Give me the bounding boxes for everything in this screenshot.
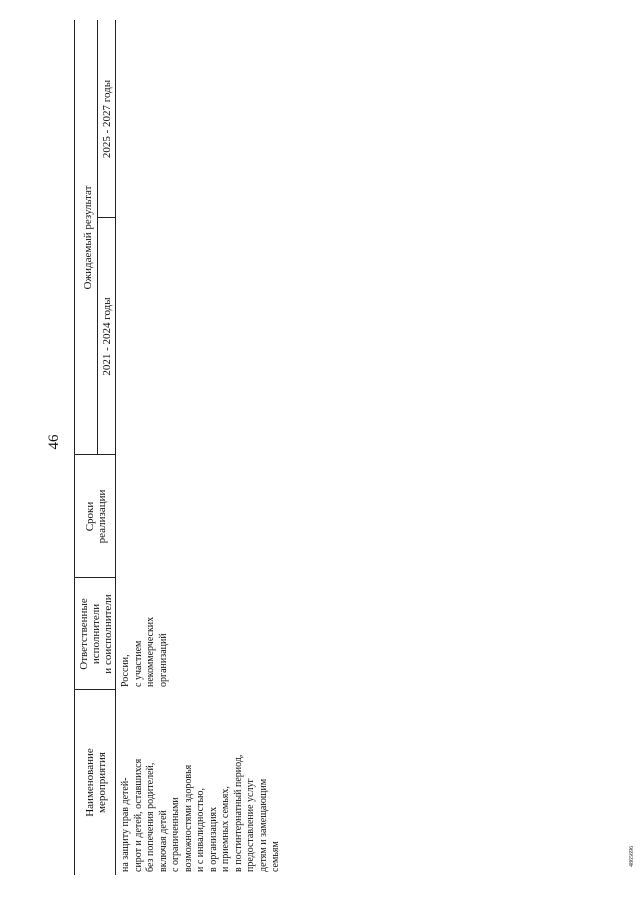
header-name: Наименование мероприятия <box>84 748 108 817</box>
table-top-rule <box>74 20 75 875</box>
plan-table <box>52 20 640 875</box>
expected-subheader-rule <box>97 20 98 455</box>
row-name-cell: на защиту прав детей- сирот и детей, оставшихся без попечения родителей, включая детей с ограниченными возможностями здоровья и с инвалидностью, в организациях и приемных семьях, в постинтернатный период, предоставление услуг детям и замещающим семьям <box>120 754 281 872</box>
header-period-2025-2027: 2025 - 2027 годы <box>101 79 113 159</box>
page-number: 46 <box>46 434 62 450</box>
rotated-page <box>46 20 640 875</box>
header-expected-result: Ожидаемый результат <box>82 185 94 290</box>
row-responsible-cell: России, с участием некоммерческих организаций <box>120 616 169 687</box>
header-bottom-rule <box>115 20 116 875</box>
header-responsible: Ответственные исполнители и соисполнители <box>78 594 114 674</box>
header-terms: Сроки реализации <box>84 489 108 544</box>
document-code: 4865696 <box>629 846 635 867</box>
header-period-2021-2024: 2021 - 2024 годы <box>101 297 113 376</box>
